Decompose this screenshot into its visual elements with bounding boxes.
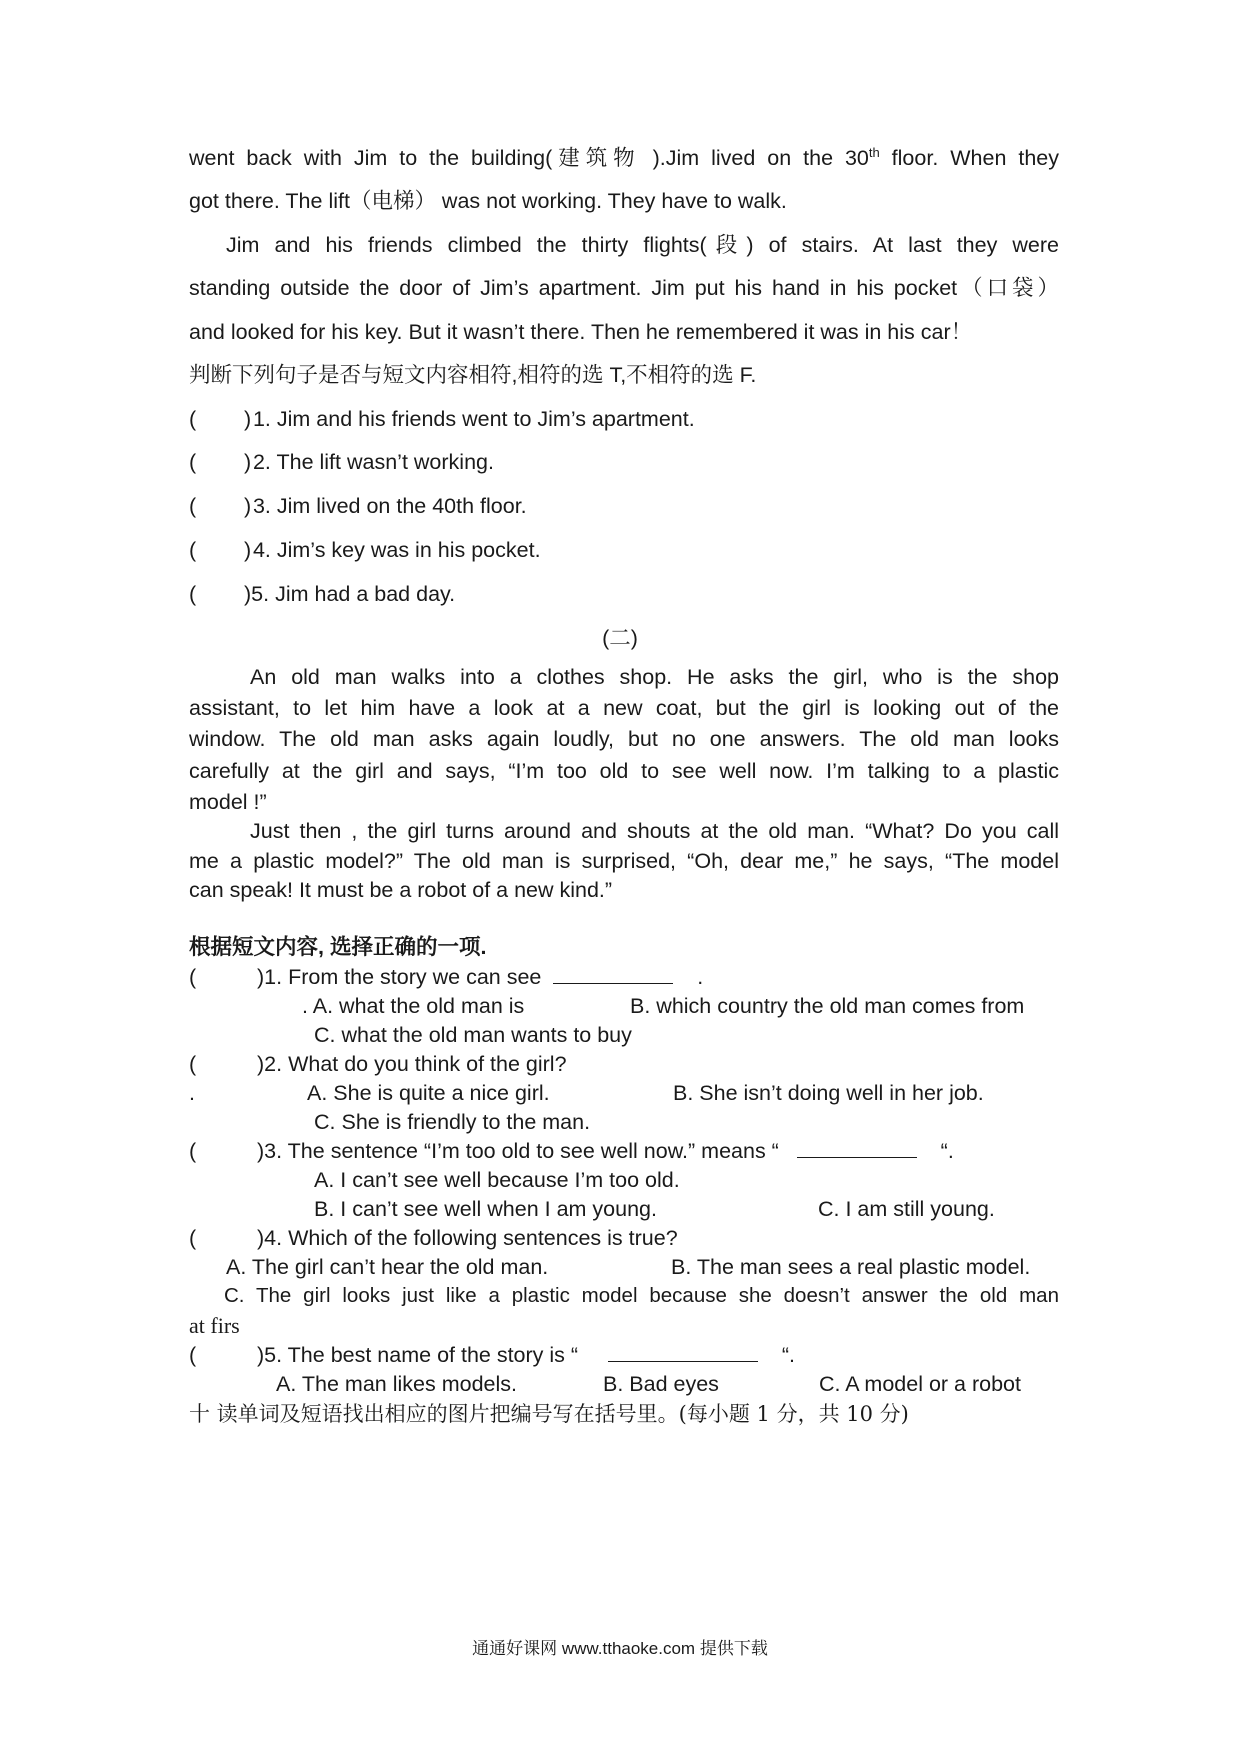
section2-p1-line3: window. The old man asks again loudly, but no one answers. The old man looks [189, 727, 1059, 751]
mc-q5-stem: )5. The best name of the story is “ “. [257, 1343, 795, 1367]
mc-q3-option-a: A. I can’t see well because I’m too old. [314, 1168, 680, 1192]
mc-q3-stem: )3. The sentence “I’m too old to see well now.” means “ “. [257, 1139, 954, 1163]
section2-p2-line1: Just then , the girl turns around and shouts at the old man. “What? Do you call [250, 819, 1059, 843]
mc-paren-open: ( [189, 1226, 197, 1250]
tf-item-1: ) 1. Jim and his friends went to Jim’s apartment. [244, 407, 695, 431]
mc-q5-option-b: B. Bad eyes [603, 1372, 719, 1396]
mc-paren-open: ( [189, 965, 197, 989]
next-section-heading: 十 读单词及短语找出相应的图片把编号写在括号里。(每小题 1 分，共 10 分) [189, 1402, 909, 1426]
mc-paren-open: ( [189, 1343, 197, 1367]
tf-item-2: ) 2. The lift wasn’t working. [244, 450, 494, 474]
passage1-line1: went back with Jim to the building(建筑物 ).Jim lived on the 30th floor. When they [189, 144, 1059, 170]
mc-q1-option-b: B. which country the old man comes from [630, 994, 1025, 1018]
passage1-line2: got there. The lift（电梯） was not working. They have to walk. [189, 189, 787, 213]
mc-q2-option-b: B. She isn’t doing well in her job. [673, 1081, 984, 1105]
tf-paren-open: ( [189, 538, 197, 562]
section2-p2-line2: me a plastic model?” The old man is surprised, “Oh, dear me,” he says, “The model [189, 849, 1059, 873]
passage1-line4: standing outside the door of Jim’s apartment. Jim put his hand in his pocket（口袋） [189, 276, 1059, 300]
tf-item-4: ) 4. Jim’s key was in his pocket. [244, 538, 541, 562]
mc-q1-option-a: . A. what the old man is [302, 994, 525, 1018]
mc-q4-option-c-cont: at firs [189, 1313, 240, 1338]
section2-p2-line3: can speak! It must be a robot of a new kind.” [189, 878, 613, 902]
section2-p1-line2: assistant, to let him have a look at a new coat, but the girl is looking out of the [189, 696, 1059, 720]
footer-credit: 通通好课网 www.tthaoke.com 提供下载 [472, 1639, 768, 1658]
mc-q4-option-c: C. The girl looks just like a plastic model because she doesn’t answer the old man [224, 1284, 1059, 1307]
tf-paren-open: ( [189, 582, 197, 606]
mc-q1-option-c: C. what the old man wants to buy [314, 1023, 632, 1047]
mc-q2-option-a: A. She is quite a nice girl. [307, 1081, 550, 1105]
tf-instruction: 判断下列句子是否与短文内容相符,相符的选 T,不相符的选 F. [189, 363, 757, 387]
mc-q1-stem: )1. From the story we can see . [257, 965, 704, 989]
mc-instruction: 根据短文内容, 选择正确的一项. [189, 935, 487, 959]
mc-q4-option-a: A. The girl can’t hear the old man. [226, 1255, 549, 1279]
mc-q2-option-c: C. She is friendly to the man. [314, 1110, 591, 1134]
tf-paren-open: ( [189, 450, 197, 474]
tf-item-5: )5. Jim had a bad day. [244, 582, 456, 606]
answer-blank[interactable] [797, 1137, 917, 1158]
mc-q3-option-c: C. I am still young. [818, 1197, 995, 1221]
section2-p1-line1: An old man walks into a clothes shop. He asks the girl, who is the shop [250, 665, 1059, 689]
mc-q5-option-a: A. The man likes models. [276, 1372, 517, 1396]
answer-blank[interactable] [608, 1341, 758, 1362]
section2-p1-line4: carefully at the girl and says, “I’m too old to see well now. I’m talking to a plastic [189, 759, 1059, 783]
section-heading: (二) [602, 626, 638, 650]
mc-q2-stem: )2. What do you think of the girl? [257, 1052, 567, 1076]
mc-q5-option-c: C. A model or a robot [819, 1372, 1021, 1396]
passage1-line5: and looked for his key. But it wasn’t there. Then he remembered it was in his car！ [189, 320, 973, 344]
tf-item-3: ) 3. Jim lived on the 40th floor. [244, 494, 527, 518]
mc-q4-option-b: B. The man sees a real plastic model. [671, 1255, 1031, 1279]
passage1-line3: Jim and his friends climbed the thirty flights(段) of stairs. At last they were [226, 233, 1059, 257]
answer-blank[interactable] [553, 963, 673, 984]
section2-p1-line5: model !” [189, 790, 267, 814]
mc-paren-open: ( [189, 1052, 197, 1076]
tf-paren-open: ( [189, 407, 197, 431]
mc-q3-option-b: B. I can’t see well when I am young. [314, 1197, 657, 1221]
mc-q4-stem: )4. Which of the following sentences is true? [257, 1226, 678, 1250]
mc-q2-dot: . [189, 1081, 195, 1105]
tf-paren-open: ( [189, 494, 197, 518]
mc-paren-open: ( [189, 1139, 197, 1163]
